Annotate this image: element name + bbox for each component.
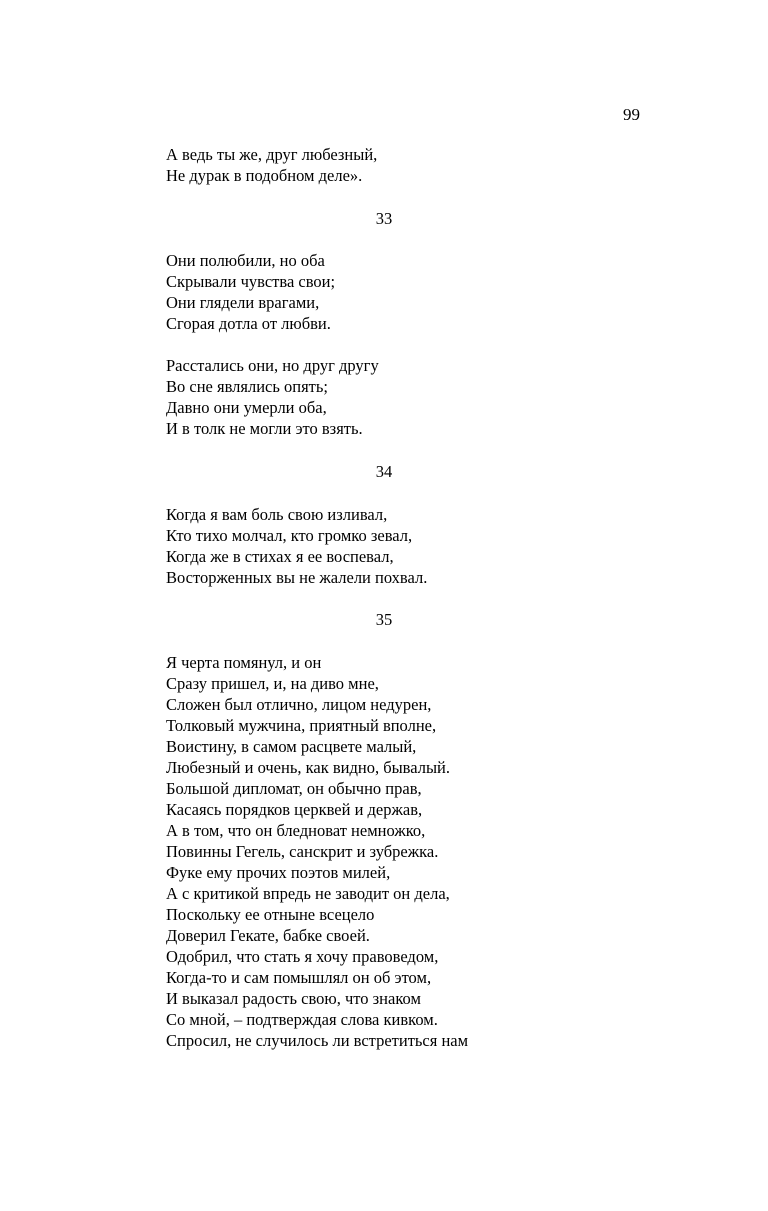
verse-line: Толковый мужчина, приятный вполне,	[166, 716, 437, 735]
verse-line: Фуке ему прочих поэтов милей,	[166, 863, 391, 882]
verse-line: Любезный и очень, как видно, бывалый.	[166, 758, 450, 777]
poem-number: 35	[375, 610, 393, 629]
verse-line: Со мной, – подтверждая слова кивком.	[166, 1010, 438, 1029]
verse-line: Воистину, в самом расцвете малый,	[166, 737, 417, 756]
poem-number: 34	[375, 462, 393, 481]
verse-line: Сложен был отлично, лицом недурен,	[166, 695, 432, 714]
verse-line: Расстались они, но друг другу	[166, 356, 379, 375]
verse-line: Когда-то и сам помышлял он об этом,	[166, 968, 432, 987]
verse-line: Давно они умерли оба,	[166, 398, 327, 417]
verse-line: И в толк не могли это взять.	[166, 419, 363, 438]
verse-line: Спросил, не случилось ли встретиться нам	[166, 1031, 469, 1050]
verse-line: Касаясь порядков церквей и держав,	[166, 800, 423, 819]
verse-line: А с критикой впредь не заводит он дела,	[166, 884, 450, 903]
verse-line: Сразу пришел, и, на диво мне,	[166, 674, 379, 693]
verse-line: Скрывали чувства свои;	[166, 272, 336, 291]
page-number: 99	[623, 105, 640, 124]
verse-line: Они полюбили, но оба	[166, 251, 325, 270]
verse-line: Повинны Гегель, санскрит и зубрежка.	[166, 842, 439, 861]
verse-line: Они глядели врагами,	[166, 293, 320, 312]
verse-line: Большой дипломат, он обычно прав,	[166, 779, 422, 798]
verse-line: А ведь ты же, друг любезный,	[166, 145, 378, 164]
verse-line: Одобрил, что стать я хочу правоведом,	[166, 947, 439, 966]
verse-line: И выказал радость свою, что знаком	[166, 989, 421, 1008]
poem-number: 33	[375, 209, 393, 228]
verse-line: Кто тихо молчал, кто громко зевал,	[166, 526, 413, 545]
verse-line: Поскольку ее отныне всецело	[166, 905, 375, 924]
verse-line: Когда же в стихах я ее воспевал,	[166, 547, 394, 566]
verse-line: Не дурак в подобном деле».	[166, 166, 363, 185]
verse-line: Я черта помянул, и он	[166, 653, 322, 672]
verse-line: Доверил Гекате, бабке своей.	[166, 926, 370, 945]
verse-line: Сгорая дотла от любви.	[166, 314, 331, 333]
verse-line: Во сне являлись опять;	[166, 377, 328, 396]
verse-line: А в том, что он бледноват немножко,	[166, 821, 426, 840]
verse-line: Когда я вам боль свою изливал,	[166, 505, 388, 524]
verse-line: Восторженных вы не жалели похвал.	[166, 568, 428, 587]
